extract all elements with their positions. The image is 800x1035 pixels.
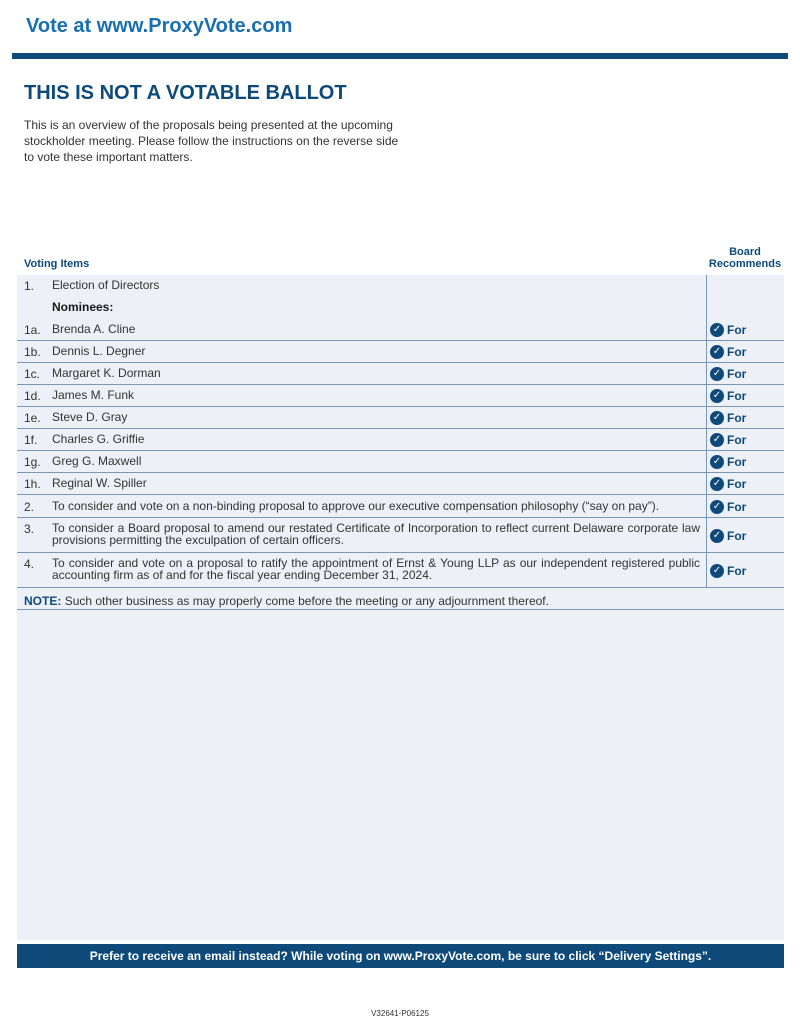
item-number: 4. bbox=[24, 557, 35, 571]
intro-text: This is an overview of the proposals being presented at the upcoming stockholder meeting. Please follow the instructions on the reverse side to vote these important matters. bbox=[24, 118, 399, 164]
item-number: 2. bbox=[24, 500, 35, 514]
note-text: Such other business as may properly come before the meeting or any adjournment thereof. bbox=[64, 594, 549, 608]
board-recommendation: ✓ For bbox=[710, 564, 746, 578]
item-text: James M. Funk bbox=[52, 388, 135, 402]
item-number: 1c. bbox=[24, 367, 41, 381]
item-number: 3. bbox=[24, 522, 35, 536]
document-code: V32641-P06125 bbox=[371, 1009, 429, 1018]
board-recommendation: ✓ For bbox=[710, 367, 746, 381]
check-icon: ✓ bbox=[710, 455, 724, 469]
table-row bbox=[17, 553, 784, 588]
item-number: 1d. bbox=[24, 389, 41, 403]
note-rule bbox=[17, 609, 784, 610]
item-number: 1h. bbox=[24, 477, 41, 491]
item-number: 1. bbox=[24, 279, 35, 293]
item-text: Charles G. Griffie bbox=[52, 432, 145, 446]
table-row bbox=[17, 473, 784, 495]
nominees-label: Nominees: bbox=[52, 300, 114, 314]
check-icon: ✓ bbox=[710, 411, 724, 425]
item-text: Margaret K. Dorman bbox=[52, 366, 161, 380]
board-recommendation: ✓ For bbox=[710, 477, 746, 491]
table-row bbox=[17, 363, 784, 385]
election-row bbox=[17, 279, 784, 299]
check-icon: ✓ bbox=[710, 477, 724, 491]
board-recommendation: ✓ For bbox=[710, 433, 746, 447]
note bbox=[24, 594, 549, 608]
item-number: 1f. bbox=[24, 433, 38, 447]
board-recommendation: ✓ For bbox=[710, 529, 746, 543]
item-text: Election of Directors bbox=[52, 278, 160, 292]
nominees-row bbox=[17, 301, 784, 321]
board-recommendation: ✓ For bbox=[710, 389, 746, 403]
board-recommendation: ✓ For bbox=[710, 455, 746, 469]
header-title: Vote at www.ProxyVote.com bbox=[26, 15, 293, 37]
item-text: Reginal W. Spiller bbox=[52, 476, 147, 490]
check-icon: ✓ bbox=[710, 323, 724, 337]
table-row bbox=[17, 429, 784, 451]
item-text: Brenda A. Cline bbox=[52, 322, 136, 336]
check-icon: ✓ bbox=[710, 389, 724, 403]
check-icon: ✓ bbox=[710, 345, 724, 359]
table-row bbox=[17, 518, 784, 553]
board-recommendation: ✓ For bbox=[710, 411, 746, 425]
voting-items-header: Voting Items bbox=[24, 258, 90, 270]
table-row bbox=[17, 341, 784, 363]
item-text: Greg G. Maxwell bbox=[52, 454, 142, 468]
table-row bbox=[17, 319, 784, 341]
board-header-line1: Board bbox=[729, 246, 761, 258]
item-text: Dennis L. Degner bbox=[52, 344, 146, 358]
check-icon: ✓ bbox=[710, 500, 724, 514]
item-number: 1e. bbox=[24, 411, 41, 425]
item-text: To consider a Board proposal to amend our restated Certificate of Incorporation to reflect current Delaware corporate law provisions permitting the exculpation of certain officers. bbox=[52, 521, 700, 547]
table-row bbox=[17, 407, 784, 429]
item-text: Steve D. Gray bbox=[52, 410, 128, 424]
email-delivery-banner: Prefer to receive an email instead? While voting on www.ProxyVote.com, be sure to click “Delivery Settings”. bbox=[17, 944, 784, 968]
item-number: 1g. bbox=[24, 455, 41, 469]
item-number: 1b. bbox=[24, 345, 41, 359]
item-text: To consider and vote on a proposal to ratify the appointment of Ernst & Young LLP as our independent registered public accounting firm as of and for the fiscal year ending December 31, 2024. bbox=[52, 556, 700, 582]
table-row bbox=[17, 385, 784, 407]
item-text: To consider and vote on a non-binding proposal to approve our executive compensation philosophy (“say on pay”). bbox=[52, 499, 660, 513]
board-recommends-header bbox=[700, 246, 790, 270]
header-rule bbox=[12, 53, 788, 59]
board-recommendation: ✓ For bbox=[710, 323, 746, 337]
check-icon: ✓ bbox=[710, 367, 724, 381]
check-icon: ✓ bbox=[710, 529, 724, 543]
check-icon: ✓ bbox=[710, 564, 724, 578]
item-number: 1a. bbox=[24, 323, 41, 337]
board-recommendation: ✓ For bbox=[710, 500, 746, 514]
table-row bbox=[17, 451, 784, 473]
board-recommendation: ✓ For bbox=[710, 345, 746, 359]
check-icon: ✓ bbox=[710, 433, 724, 447]
ballot-title: THIS IS NOT A VOTABLE BALLOT bbox=[24, 82, 347, 104]
board-header-line2: Recommends bbox=[708, 258, 782, 270]
note-label: NOTE: bbox=[24, 594, 62, 608]
table-row bbox=[17, 495, 784, 518]
